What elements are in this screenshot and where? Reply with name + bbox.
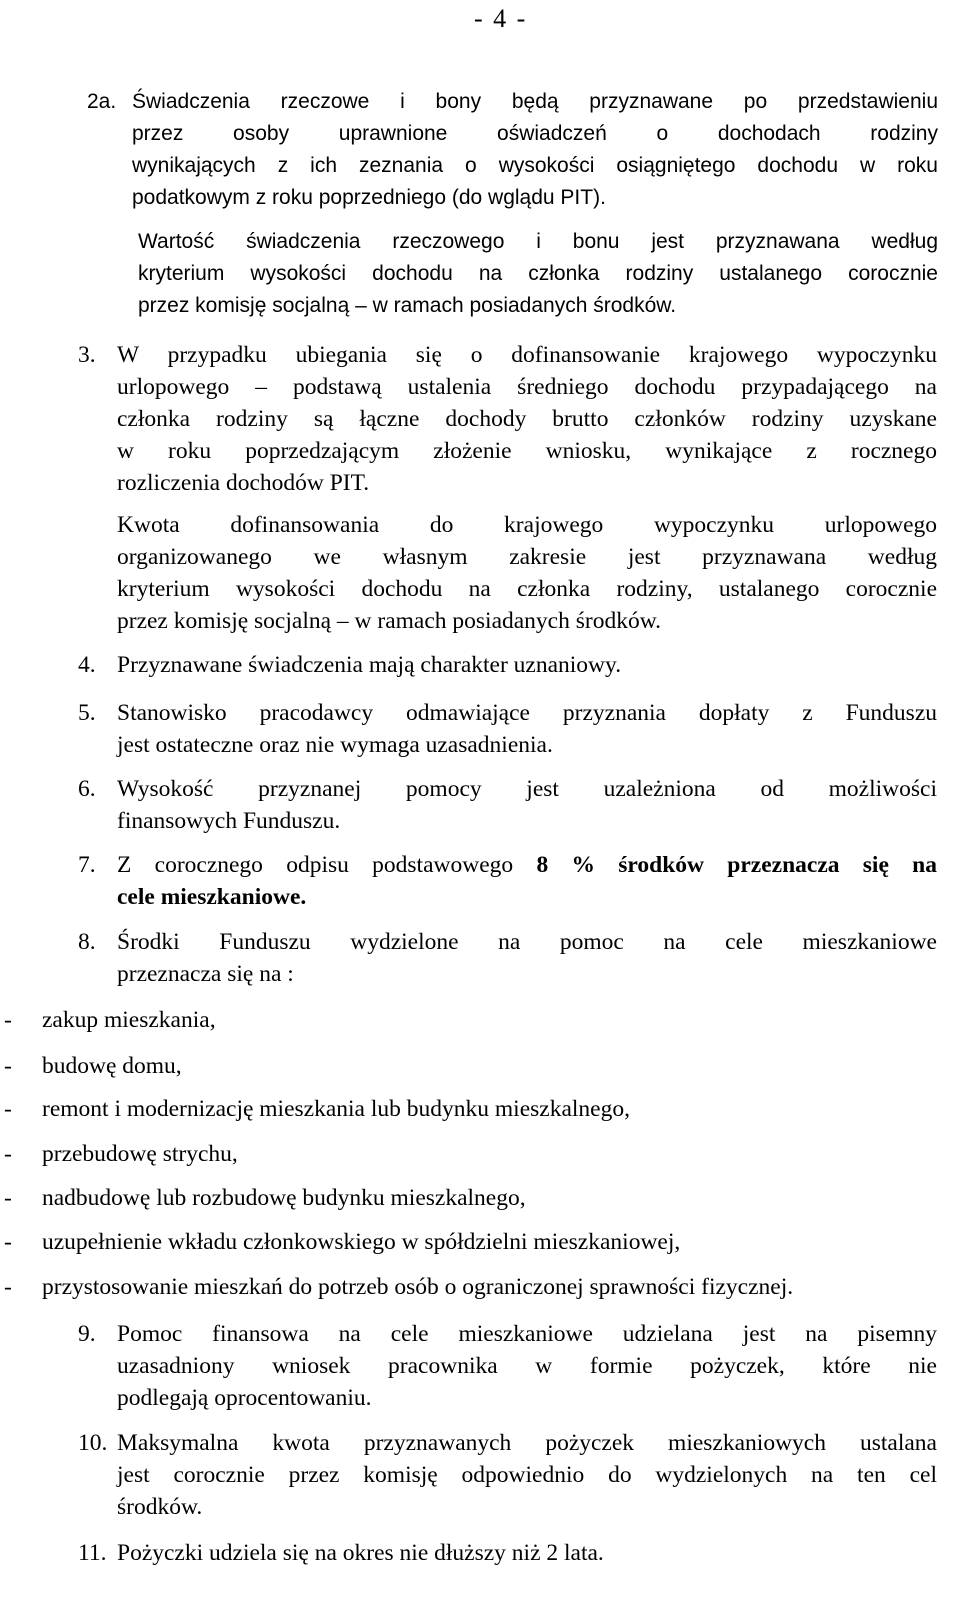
item-10-number: 10.: [78, 1430, 108, 1456]
list-item: [4, 1093, 630, 1125]
item-4-number: 4.: [78, 652, 96, 678]
text-line: podatkowym z roku poprzedniego (do wglądu PIT).: [132, 186, 606, 209]
dash-bullet: -: [4, 1229, 12, 1255]
item-7-bold-text: 8 % środków przeznacza się na: [536, 852, 937, 878]
item-7-paragraph: [117, 849, 937, 913]
text-line: urlopowego – podstawą ustalenia średniego dochodu przypadającego na: [117, 374, 937, 400]
list-item: [4, 1138, 238, 1170]
item-8-number: 8.: [78, 929, 96, 955]
list-item-text: uzupełnienie wkładu członkowskiego w spółdzielni mieszkaniowej,: [42, 1229, 681, 1255]
list-item-text: zakup mieszkania,: [42, 1007, 216, 1033]
text-line: jest corocznie przez komisję odpowiednio do wydzielonych na ten cel: [117, 1462, 937, 1488]
text-line: Pomoc finansowa na cele mieszkaniowe udzielana jest na pisemny: [117, 1321, 937, 1347]
list-item-text: remont i modernizację mieszkania lub budynku mieszkalnego,: [42, 1096, 630, 1122]
list-item: [4, 1050, 182, 1082]
item-11-text: Pożyczki udziela się na okres nie dłuższy niż 2 lata.: [117, 1540, 604, 1566]
dash-bullet: -: [4, 1096, 12, 1122]
item-11-number: 11.: [78, 1540, 107, 1566]
text-line: kryterium wysokości dochodu na członka rodziny ustalanego corocznie: [138, 262, 938, 285]
list-item: [4, 1182, 526, 1214]
text-line: Maksymalna kwota przyznawanych pożyczek mieszkaniowych ustalana: [117, 1430, 937, 1456]
list-item: [4, 1004, 216, 1036]
text-line: W przypadku ubiegania się o dofinansowanie krajowego wypoczynku: [117, 342, 937, 368]
item-9-paragraph: [117, 1318, 937, 1414]
dash-bullet: -: [4, 1185, 12, 1211]
item-8-paragraph: [117, 926, 937, 990]
item-5-paragraph: [117, 697, 937, 761]
list-item: [4, 1226, 680, 1258]
text-line: organizowanego we własnym zakresie jest przyznawana według: [117, 544, 937, 570]
text-line: Stanowisko pracodawcy odmawiające przyznania dopłaty z Funduszu: [117, 700, 937, 726]
text-line: wynikających z ich zeznania o wysokości osiągniętego dochodu w roku: [132, 154, 938, 177]
item-4-text: Przyznawane świadczenia mają charakter uznaniowy.: [117, 652, 622, 678]
item-10-paragraph: [117, 1427, 937, 1523]
text-line: przez komisję socjalną – w ramach posiadanych środków.: [117, 608, 662, 634]
list-item-text: nadbudowę lub rozbudowę budynku mieszkalnego,: [42, 1185, 526, 1211]
item-2a-paragraph-2: [138, 226, 938, 322]
text-line: rozliczenia dochodów PIT.: [117, 470, 370, 496]
text-line: Kwota dofinansowania do krajowego wypoczynku urlopowego: [117, 512, 937, 538]
text-line: [117, 849, 937, 881]
dash-bullet: -: [4, 1274, 12, 1300]
dash-bullet: -: [4, 1141, 12, 1167]
list-item-text: przystosowanie mieszkań do potrzeb osób o ograniczonej sprawności fizycznej.: [42, 1274, 794, 1300]
text-line: [117, 881, 937, 913]
text-line: Wartość świadczenia rzeczowego i bonu jest przyznawana według: [138, 230, 938, 253]
text-line: członka rodziny są łączne dochody brutto członków rodziny uzyskane: [117, 406, 937, 432]
item-7-plain-text: Z corocznego odpisu podstawowego: [117, 852, 514, 878]
list-item-text: przebudowę strychu,: [42, 1141, 238, 1167]
text-line: uzasadniony wniosek pracownika w formie pożyczek, które nie: [117, 1353, 937, 1379]
text-line: Wysokość przyznanej pomocy jest uzależniona od możliwości: [117, 776, 937, 802]
text-line: finansowych Funduszu.: [117, 808, 341, 834]
item-6-paragraph: [117, 773, 937, 837]
item-2a-number: 2a.: [87, 90, 117, 113]
text-line: podlegają oprocentowaniu.: [117, 1385, 372, 1411]
item-7-bold-text-2: cele mieszkaniowe.: [117, 884, 307, 910]
dash-bullet: -: [4, 1053, 12, 1079]
item-3-paragraph: [117, 339, 937, 499]
text-line: przeznacza się na :: [117, 961, 294, 987]
list-item: [4, 1271, 793, 1303]
text-line: przez osoby uprawnione oświadczeń o dochodach rodziny: [132, 122, 938, 145]
text-line: przez komisję socjalną – w ramach posiadanych środków.: [138, 294, 677, 317]
page-number: - 4 -: [474, 4, 528, 33]
text-line: Świadczenia rzeczowe i bony będą przyznawane po przedstawieniu: [132, 90, 938, 113]
text-line: środków.: [117, 1494, 203, 1520]
text-line: w roku poprzedzającym złożenie wniosku, wynikające z rocznego: [117, 438, 937, 464]
list-item-text: budowę domu,: [42, 1053, 182, 1079]
item-5-number: 5.: [78, 700, 96, 726]
item-3-paragraph-2: [117, 509, 937, 637]
dash-bullet: -: [4, 1007, 12, 1033]
item-2a-paragraph: [132, 86, 938, 214]
text-line: jest ostateczne oraz nie wymaga uzasadnienia.: [117, 732, 553, 758]
text-line: Środki Funduszu wydzielone na pomoc na cele mieszkaniowe: [117, 929, 937, 955]
item-7-number: 7.: [78, 852, 96, 878]
item-6-number: 6.: [78, 776, 96, 802]
text-line: kryterium wysokości dochodu na członka rodziny, ustalanego corocznie: [117, 576, 937, 602]
item-9-number: 9.: [78, 1321, 96, 1347]
item-3-number: 3.: [78, 342, 96, 368]
